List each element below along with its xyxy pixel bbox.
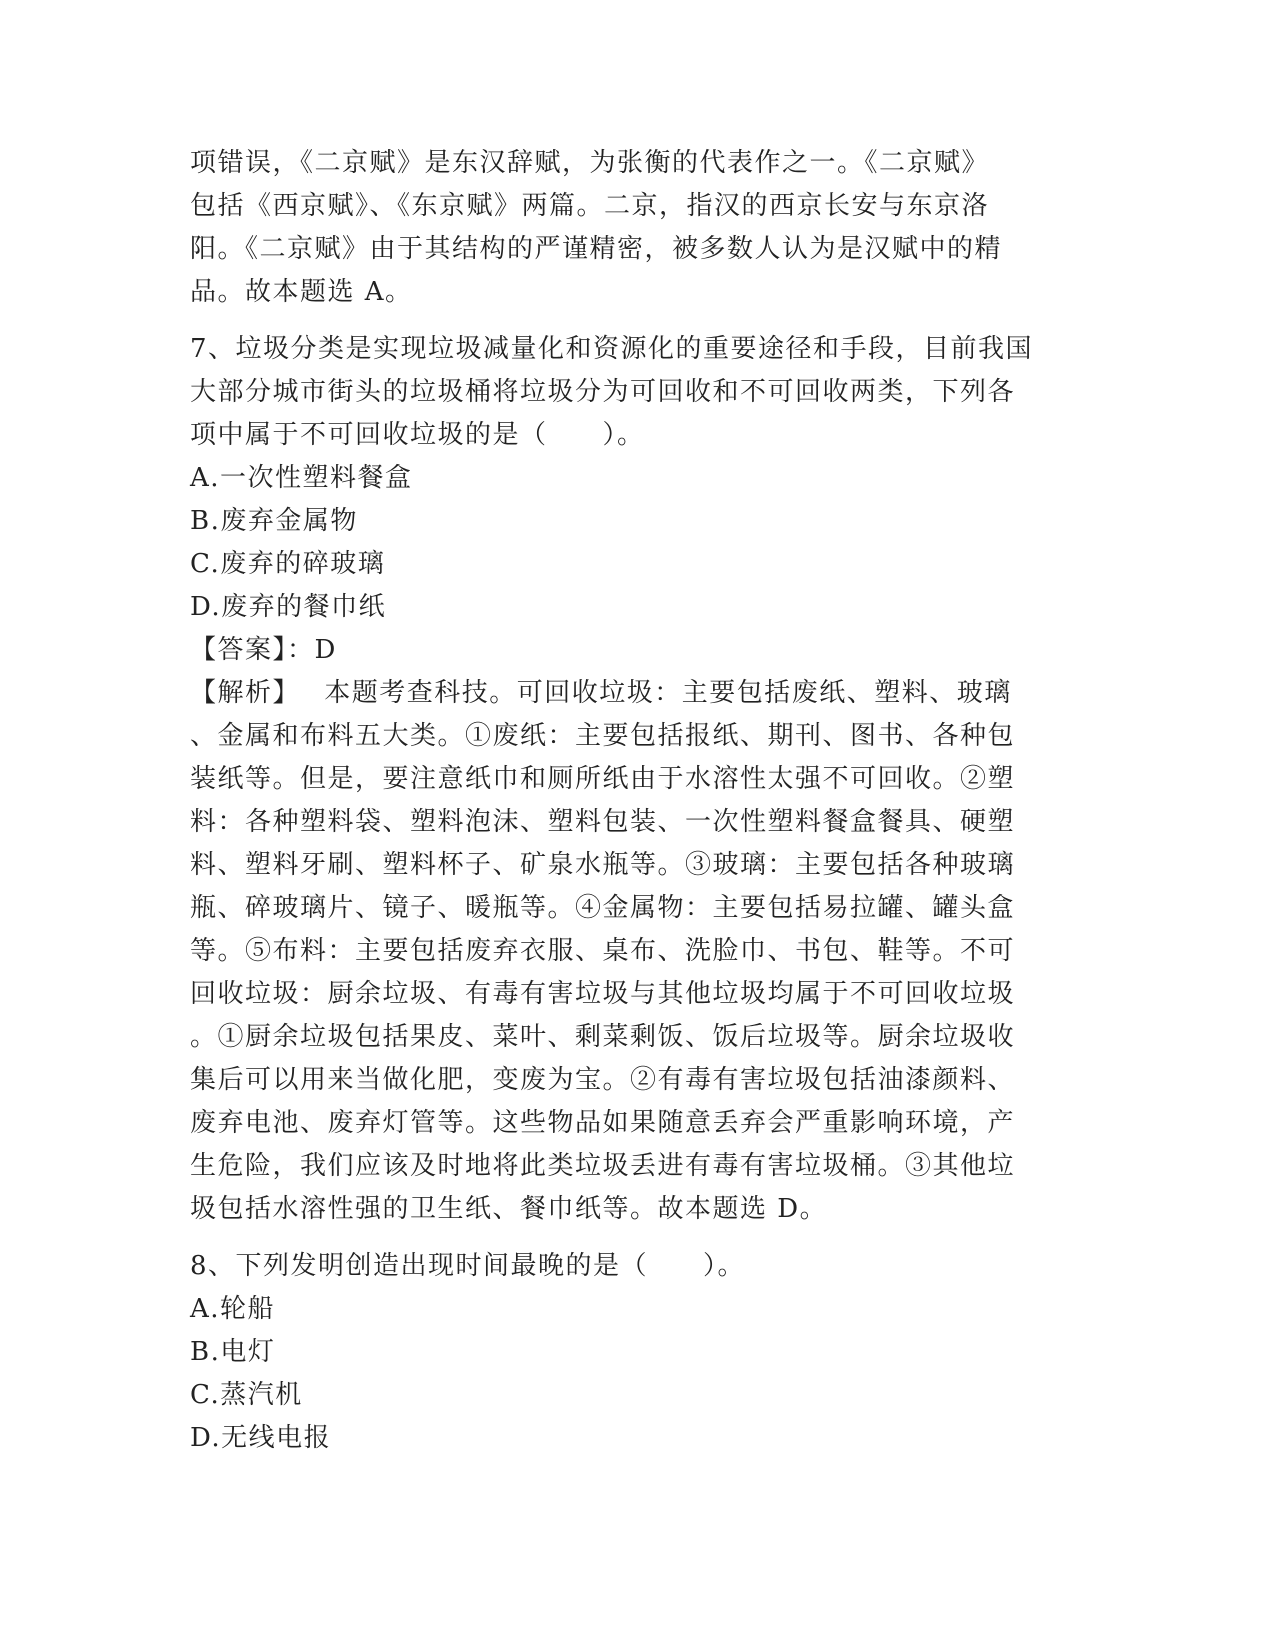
text-line: 生危险，我们应该及时地将此类垃圾丢进有毒有害垃圾桶。③其他垃 <box>190 1151 1016 1181</box>
text-line: 料、塑料牙刷、塑料杯子、矿泉水瓶等。③玻璃：主要包括各种玻璃 <box>190 850 1016 880</box>
text-line: 包括《西京赋》、《东京赋》两篇。二京，指汉的西京长安与东京洛 <box>190 191 990 221</box>
text-line: 料：各种塑料袋、塑料泡沫、塑料包装、一次性塑料餐盒餐具、硬塑 <box>190 807 1016 837</box>
question-7-stem <box>190 328 1070 457</box>
text-line: 品。故本题选 A。 <box>190 277 413 307</box>
text-line: 8、下列发明创造出现时间最晚的是（ ）。 <box>190 1251 746 1281</box>
text-line: 、金属和布料五大类。①废纸：主要包括报纸、期刊、图书、各种包 <box>190 721 1016 751</box>
text-line: 等。⑤布料：主要包括废弃衣服、桌布、洗脸巾、书包、鞋等。不可 <box>190 936 1016 966</box>
text-line: 圾包括水溶性强的卫生纸、餐巾纸等。故本题选 D。 <box>190 1194 828 1224</box>
text-line: 大部分城市街头的垃圾桶将垃圾分为可回收和不可回收两类，下列各 <box>190 377 1016 407</box>
text-line: 集后可以用来当做化肥，变废为宝。②有毒有害垃圾包括油漆颜料、 <box>190 1065 1016 1095</box>
option-a: A.一次性塑料餐盒 <box>190 463 413 493</box>
text-line: 项中属于不可回收垃圾的是（ ）。 <box>190 420 645 450</box>
text-line: 。①厨余垃圾包括果皮、菜叶、剩菜剩饭、饭后垃圾等。厨余垃圾收 <box>190 1022 1016 1052</box>
option-c: C.废弃的碎玻璃 <box>190 549 386 579</box>
question-8 <box>190 1245 1070 1460</box>
text-line: 阳。《二京赋》由于其结构的严谨精密，被多数人认为是汉赋中的精 <box>190 234 1003 264</box>
document-page <box>190 142 1070 1460</box>
option-d: D.无线电报 <box>190 1423 332 1453</box>
option-d: D.废弃的餐巾纸 <box>190 592 387 622</box>
option-c: C.蒸汽机 <box>190 1380 303 1410</box>
question-8-options <box>190 1288 1070 1460</box>
question-7 <box>190 328 1070 1231</box>
option-b: B.废弃金属物 <box>190 506 358 536</box>
text-line: 废弃电池、废弃灯管等。这些物品如果随意丢弃会严重影响环境，产 <box>190 1108 1016 1138</box>
text-line: 【解析】 本题考查科技。可回收垃圾：主要包括废纸、塑料、玻璃 <box>190 678 1012 708</box>
option-a: A.轮船 <box>190 1294 276 1324</box>
previous-explanation-tail <box>190 142 1070 314</box>
text-line: 装纸等。但是，要注意纸巾和厕所纸由于水溶性太强不可回收。②塑 <box>190 764 1016 794</box>
text-line: 7、垃圾分类是实现垃圾减量化和资源化的重要途径和手段，目前我国 <box>190 334 1034 364</box>
text-line: 项错误，《二京赋》是东汉辞赋，为张衡的代表作之一。《二京赋》 <box>190 148 990 178</box>
question-7-answer: 【答案】：D <box>190 635 337 665</box>
option-b: B.电灯 <box>190 1337 276 1367</box>
question-7-analysis <box>190 672 1070 1231</box>
text-line: 回收垃圾：厨余垃圾、有毒有害垃圾与其他垃圾均属于不可回收垃圾 <box>190 979 1016 1009</box>
question-8-stem <box>190 1245 1070 1288</box>
question-7-options <box>190 457 1070 629</box>
text-line: 瓶、碎玻璃片、镜子、暖瓶等。④金属物：主要包括易拉罐、罐头盒 <box>190 893 1016 923</box>
